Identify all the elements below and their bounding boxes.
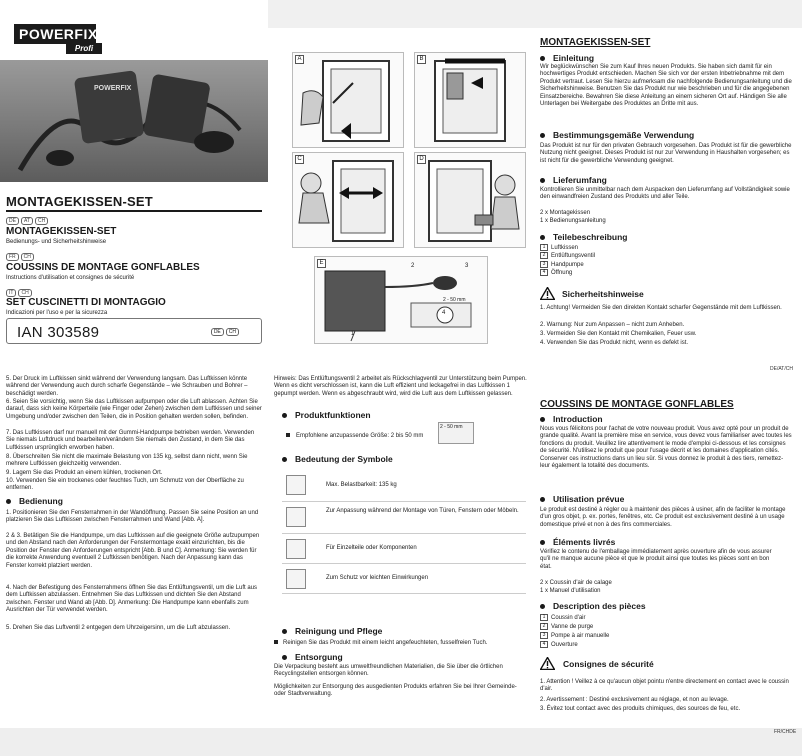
desc-item-4 bbox=[540, 641, 578, 649]
bullet-icon bbox=[540, 178, 545, 183]
figure-e-callout-4: 4 bbox=[442, 310, 446, 316]
util-heading bbox=[540, 494, 624, 504]
de-title: MONTAGEKISSEN-SET bbox=[6, 226, 117, 237]
fr-subtitle: Instructions d'utilisation et consignes de sécurité bbox=[6, 275, 135, 281]
figure-e-callout-2: 2 bbox=[411, 263, 415, 269]
warning-icon bbox=[540, 287, 555, 300]
symbol-text-3: Für Einzelteile oder Komponenten bbox=[326, 545, 417, 551]
symbole-heading-text: Bedeutung der Symbole bbox=[295, 454, 393, 464]
lieferumfang-heading bbox=[540, 175, 607, 185]
teile-num-2: 2 bbox=[540, 252, 548, 259]
desc-label-4: Ouverture bbox=[551, 642, 578, 649]
ian-number: IAN 303589 bbox=[17, 324, 100, 341]
bedienung-step-4: 4. Nach der Befestigung des Fensterrahmens öffnen Sie das Entlüftungsventil, um die Luft aus dem Luftkissen abzulassen. Entnehmen Sie das Luftkissen und dichten Sie den Abstand zwischen. Fenster und Wand ab [Abb. D]. Anmerkung: Die Handpumpe kann ebenfalls zum Ausrichten der Tür verwendet werden. bbox=[6, 585, 258, 614]
de-subtitle: Bedienungs- und Sicherheitshinweise bbox=[6, 239, 107, 245]
produkt-heading-text: Produktfunktionen bbox=[295, 410, 371, 420]
symbol-row-3 bbox=[282, 534, 526, 564]
bullet-icon bbox=[540, 56, 545, 61]
sicher-item-4: 4. Verwenden Sie das Produkt nicht, wenn es defekt ist. bbox=[540, 340, 689, 346]
lang-de-3: CH bbox=[35, 217, 48, 225]
top-gray-band bbox=[268, 0, 802, 28]
page-label-fr: FR/CHDE bbox=[774, 729, 797, 735]
powerfix-logo bbox=[14, 24, 102, 53]
lang-de-1: DE bbox=[6, 217, 19, 225]
desc-label-2: Vanne de purge bbox=[551, 624, 594, 631]
teile-label-3: Handpumpe bbox=[551, 262, 584, 269]
warn-item-10: 10. Verwenden Sie ein trockenes oder feuchtes Tuch, um Schmutz von der Oberfläche zu entfernen. bbox=[6, 478, 244, 492]
symbole-heading bbox=[282, 454, 393, 464]
lang-it-2: CH bbox=[18, 289, 31, 297]
figure-e bbox=[314, 256, 488, 344]
sicher-item-1: 1. Achtung! Vermeiden Sie den direkten Kontakt scharfer Gegenstände mit dem Luftkissen. bbox=[540, 305, 782, 311]
liefer-item-2: 1 x Bedienungsanleitung bbox=[540, 218, 606, 224]
figure-e-callout-3: 3 bbox=[465, 263, 469, 269]
produkt-text-value: Empfohlene anzupassende Größe: 2 bis 50 mm bbox=[296, 433, 424, 439]
figure-e-dimension: 2 - 50 mm bbox=[443, 297, 466, 303]
lang-fr-2: CH bbox=[21, 253, 34, 261]
protection-icon bbox=[286, 569, 306, 589]
lang-fr bbox=[6, 253, 36, 261]
ian-lang-2: CH bbox=[226, 328, 239, 336]
sicher-item-2: 2. Warnung: Nur zum Anpassen – nicht zum Anheben. bbox=[540, 322, 685, 328]
desc-num-1: 1 bbox=[540, 614, 548, 621]
teile-heading bbox=[540, 232, 627, 242]
elements-text: Vérifiez le contenu de l'emballage immédiatement après ouverture afin de vous assurer qu'il ne manque aucune pièce et que le produit ainsi que toutes les pièces sont en bon état. bbox=[540, 549, 772, 570]
brand-name: POWERFIX bbox=[14, 24, 96, 44]
intro-text: Nous vous félicitons pour l'achat de votre nouveau produit. Vous avez opté pour un produit de grande qualité. Avant la première mise en service, vous devez vous familiariser avec toutes les fonctions du produit. Veuillez lire attentivement le mode d'emploi ci-dessous et les consignes de sécurité. N'utilisez le produit que pour l'usage décrit et les domaines d'application cités. Conserver ces instructions dans un lieu sûr. Si vous donnez le produit à des tiers, remettez-leur également la totalité des documents. bbox=[540, 426, 792, 470]
bedienung-step-2-3: 2 & 3. Betätigen Sie die Handpumpe, um das Luftkissen auf die geeignete Größe aufzupumpen und den Abstand nach den Anforderungen der Fenstermontage exakt einzurichten, bis die Position der Fenster den Anforderungen entspricht [Abb. B und C]. Anmerkung: Sie werden für die korrekte Anwendung eventuell 2 Luftkissen benötigen. Nach der Anpassung kann das Fenster korrekt platziert werden. bbox=[6, 533, 260, 569]
bedienung-heading-text: Bedienung bbox=[19, 496, 63, 506]
lang-it-1: IT bbox=[6, 289, 16, 297]
warn-item-6: 6. Seien Sie vorsichtig, wenn Sie das Luftkissen aufpumpen oder die Luft ablassen. Achten Sie darauf, dass sich keine Körperteile (wie Finger oder Zehen) zwischen dem Luftkissen und seiner Umgebung und/oder zwischen den Teilen, die in Position gehalten werden sollen, befinden. bbox=[6, 399, 262, 420]
desc-label-3: Pompe à air manuelle bbox=[551, 633, 610, 640]
reinigung-text-value: Reinigen Sie das Produkt mit einem leicht angefeuchteten, fusselfreien Tuch. bbox=[283, 640, 488, 646]
consignes-item-2: 2. Avertissement : Destiné exclusivement au réglage, et non au levage. bbox=[540, 697, 729, 703]
bullet-icon bbox=[282, 629, 287, 634]
ian-lang bbox=[209, 328, 239, 336]
elements-heading-text: Éléments livrés bbox=[553, 537, 616, 547]
lieferumfang-text: Kontrollieren Sie unmittelbar nach dem Auspacken den Lieferumfang auf Vollständigkeit sowie den einwandfreien Zustand des Produkts und aller Teile. bbox=[540, 187, 790, 201]
cover-rule bbox=[6, 210, 262, 212]
teile-item-4 bbox=[540, 269, 572, 277]
fr-title: COUSSINS DE MONTAGE GONFLABLES bbox=[6, 262, 200, 273]
sicher-item-3: 3. Vermeiden Sie den Kontakt mit Chemikalien, Feuer usw. bbox=[540, 331, 697, 337]
air-cushion-illustration bbox=[0, 60, 268, 182]
symbol-text-4: Zum Schutz vor leichten Einwirkungen bbox=[326, 575, 429, 581]
lieferumfang-heading-text: Lieferumfang bbox=[553, 175, 607, 185]
lang-it bbox=[6, 289, 34, 297]
figure-d bbox=[414, 152, 526, 248]
teile-label-4: Öffnung bbox=[551, 270, 573, 277]
de-section-title: MONTAGEKISSEN-SET bbox=[540, 37, 651, 48]
symbol-text-2: Zur Anpassung während der Montage von Türen, Fenstern oder Möbeln. bbox=[326, 508, 519, 514]
symbol-row-1 bbox=[282, 470, 526, 502]
bedienung-heading bbox=[6, 496, 63, 506]
elements-item-2: 1 x Manuel d'utilisation bbox=[540, 588, 601, 594]
teile-heading-text: Teilebeschreibung bbox=[553, 232, 628, 242]
product-photo bbox=[0, 60, 268, 182]
square-bullet-icon bbox=[274, 640, 278, 644]
bullet-icon bbox=[540, 604, 545, 609]
figure-a bbox=[292, 52, 404, 148]
symbol-row-4 bbox=[282, 564, 526, 594]
fr-section-title: COUSSINS DE MONTAGE GONFLABLES bbox=[540, 399, 734, 410]
desc-label-1: Coussin d'air bbox=[551, 615, 586, 622]
consignes-heading: Consignes de sécurité bbox=[563, 659, 654, 669]
util-text: Le produit est destiné à régler ou à maintenir des pièces à usiner, afin de faciliter le montage d'un gros objet, p. ex. portes, fenêtres, etc. Ce produit est exclusivement destiné à un usage domestique privé et non à des fins commerciales. bbox=[540, 507, 786, 528]
reinigung-heading bbox=[282, 626, 382, 636]
bestimmung-text: Das Produkt ist nur für den privaten Gebrauch vorgesehen. Das Produkt ist für die gewerbliche Nutzung nicht geeignet. Dieses Produkt ist nur zur Verwendung in Haushalten vorgesehen; es ist nicht für die gewerbliche Verwendung geeignet. bbox=[540, 143, 792, 164]
desc-num-3: 3 bbox=[540, 632, 548, 639]
bullet-icon bbox=[540, 235, 545, 240]
figure-c-label: C bbox=[295, 155, 304, 164]
teile-num-4: 4 bbox=[540, 269, 548, 276]
warn-item-8: 8. Überschreiten Sie nicht die maximale Belastung von 135 kg, selbst dann nicht, wenn Sie mehrere Luftkissen gleichzeitig verwenden. bbox=[6, 454, 248, 468]
cover-title: MONTAGEKISSEN-SET bbox=[6, 194, 153, 209]
figure-a-label: A bbox=[295, 55, 304, 64]
elements-item-1: 2 x Coussin d'air de calage bbox=[540, 580, 612, 586]
intro-heading bbox=[540, 414, 603, 424]
lang-fr-1: FR bbox=[6, 253, 19, 261]
bullet-icon bbox=[282, 413, 287, 418]
warn-item-5: 5. Der Druck im Luftkissen sinkt während der Verwendung langsam. Das Luftkissen könnte während der Verwendung auch durch scharfe Gegenstände – wie Schrauben und Bohrer – beschädigt werden. bbox=[6, 376, 248, 397]
figure-b-drawing bbox=[415, 53, 525, 147]
bottom-gray-band bbox=[0, 728, 802, 756]
figure-c bbox=[292, 152, 404, 248]
reinigung-text bbox=[274, 640, 528, 647]
desc-num-4: 4 bbox=[540, 641, 548, 648]
figure-b-label: B bbox=[417, 55, 426, 64]
entsorgung-heading-text: Entsorgung bbox=[295, 652, 343, 662]
consignes-item-1: 1. Attention ! Veillez à ce qu'aucun objet pointu n'entre directement en contact avec le coussin d'air. bbox=[540, 679, 789, 693]
intro-heading-text: Introduction bbox=[553, 414, 603, 424]
bedienung-step-1: 1. Positionieren Sie den Fensterrahmen in der Wandöffnung. Passen Sie seine Position an und platzieren Sie das Luftkissen zwischen Fensterrahmen und Wand [Abb. A]. bbox=[6, 510, 259, 524]
einleitung-text: Wir beglückwünschen Sie zum Kauf Ihres neuen Produkts. Sie haben sich damit für ein hochwertiges Produkt entschieden. Machen Sie sich vor der ersten Inbetriebnahme mit dem Produkt vertraut. Lesen Sie hierzu aufmerksam die nachfolgende Bedienungsanleitung und die Sicherheitshinweise. Benutzen Sie das Produkt nur wie beschrieben und für die angegebenen Einsatzbereiche. Bewahren Sie diese Anleitung an einem sicheren Ort auf. Händigen Sie alle Unterlagen bei Weitergabe des Produktes an Dritte mit aus. bbox=[540, 64, 792, 108]
util-heading-text: Utilisation prévue bbox=[553, 494, 625, 504]
figure-e-callout-1: 1 bbox=[351, 331, 355, 337]
einleitung-heading bbox=[540, 53, 594, 63]
desc-item-1 bbox=[540, 614, 586, 622]
reinigung-heading-text: Reinigung und Pflege bbox=[295, 626, 383, 636]
bestimmung-heading-text: Bestimmungsgemäße Verwendung bbox=[553, 130, 695, 140]
lang-de bbox=[6, 217, 50, 225]
figure-e-label: E bbox=[317, 259, 326, 268]
desc-num-2: 2 bbox=[540, 623, 548, 630]
teile-num-3: 3 bbox=[540, 261, 548, 268]
produkt-text bbox=[286, 433, 423, 440]
figure-d-drawing bbox=[415, 153, 525, 247]
sicher-heading: Sicherheitshinweise bbox=[562, 289, 644, 299]
teile-item-2 bbox=[540, 252, 595, 260]
bullet-icon bbox=[282, 655, 287, 660]
teile-label-1: Luftkissen bbox=[551, 245, 579, 252]
teile-num-1: 1 bbox=[540, 244, 548, 251]
bedienung-step-5: 5. Drehen Sie das Luftventil 2 entgegen dem Uhrzeigersinn, um die Luft abzulassen. bbox=[6, 625, 231, 631]
entsorgung-text-2: Möglichkeiten zur Entsorgung des ausgedienten Produkts erfahren Sie bei Ihrer Gemeinde- oder Stadtverwaltung. bbox=[274, 684, 517, 698]
warning-icon bbox=[540, 657, 555, 670]
einleitung-heading-text: Einleitung bbox=[553, 53, 595, 63]
bullet-icon bbox=[282, 457, 287, 462]
figure-b bbox=[414, 52, 526, 148]
desc-item-3 bbox=[540, 632, 609, 640]
ian-lang-1: DE bbox=[211, 328, 224, 336]
lang-de-2: AT bbox=[21, 217, 33, 225]
liefer-item-1: 2 x Montagekissen bbox=[540, 210, 591, 216]
components-icon bbox=[286, 539, 306, 559]
desc-item-2 bbox=[540, 623, 593, 631]
svg-text:POWERFIX: POWERFIX bbox=[94, 85, 132, 92]
teile-label-2: Entlüftungsventil bbox=[551, 253, 596, 260]
hinweis-text: Hinweis: Das Entlüftungsventil 2 arbeitet als Rückschlagventil zur Unterstützung beim Pumpen. Wenn es dicht verschlossen ist, kann die Luft effizient und leckagefrei in das Luftkissen 1 gepumpt werden. Wenn es abgeschraubt wird, wird die Luft aus dem Luftkissen gelassen. bbox=[274, 376, 527, 397]
bullet-icon bbox=[540, 497, 545, 502]
consignes-item-3: 3. Évitez tout contact avec des produits chimiques, des sources de feu, etc. bbox=[540, 706, 741, 712]
it-subtitle: Indicazioni per l'uso e per la sicurezza bbox=[6, 310, 108, 316]
entsorgung-heading bbox=[282, 652, 343, 662]
figure-d-label: D bbox=[417, 155, 426, 164]
produkt-dimension-figure: 2 - 50 mm bbox=[438, 422, 474, 444]
warn-item-7: 7. Das Luftkissen darf nur manuell mit der Gummi-Handpumpe betrieben werden. Verwenden Sie niemals Luftdruck und bearbeiten/verändern Sie niemals den Zustand, in dem Sie das Luftkissen ursprünglich erworben haben. bbox=[6, 430, 255, 451]
bullet-icon bbox=[6, 499, 11, 504]
warn-item-9: 9. Lagern Sie das Produkt an einem kühlen, trockenen Ort. bbox=[6, 470, 163, 476]
square-bullet-icon bbox=[286, 433, 290, 437]
ian-box bbox=[6, 318, 262, 344]
brand-sub: Profi bbox=[66, 43, 102, 54]
elements-heading bbox=[540, 537, 615, 547]
symbol-text-1: Max. Belastbarkeit: 135 kg bbox=[326, 482, 397, 488]
figure-c-drawing bbox=[293, 153, 403, 247]
symbol-row-2 bbox=[282, 502, 526, 534]
desc-heading bbox=[540, 601, 646, 611]
page-label-de: DE/AT/CH bbox=[770, 366, 793, 372]
bestimmung-heading bbox=[540, 130, 694, 140]
it-title: SET CUSCINETTI DI MONTAGGIO bbox=[6, 297, 166, 308]
bullet-icon bbox=[540, 417, 545, 422]
window-icon bbox=[286, 507, 306, 527]
bullet-icon bbox=[540, 133, 545, 138]
weight-icon bbox=[286, 475, 306, 495]
bullet-icon bbox=[540, 540, 545, 545]
entsorgung-text-1: Die Verpackung besteht aus umweltfreundlichen Materialien, die Sie über die örtlichen Recyclingstellen entsorgen können. bbox=[274, 664, 503, 678]
produkt-heading bbox=[282, 410, 371, 420]
figure-a-drawing bbox=[293, 53, 403, 147]
desc-heading-text: Description des pièces bbox=[553, 601, 646, 611]
